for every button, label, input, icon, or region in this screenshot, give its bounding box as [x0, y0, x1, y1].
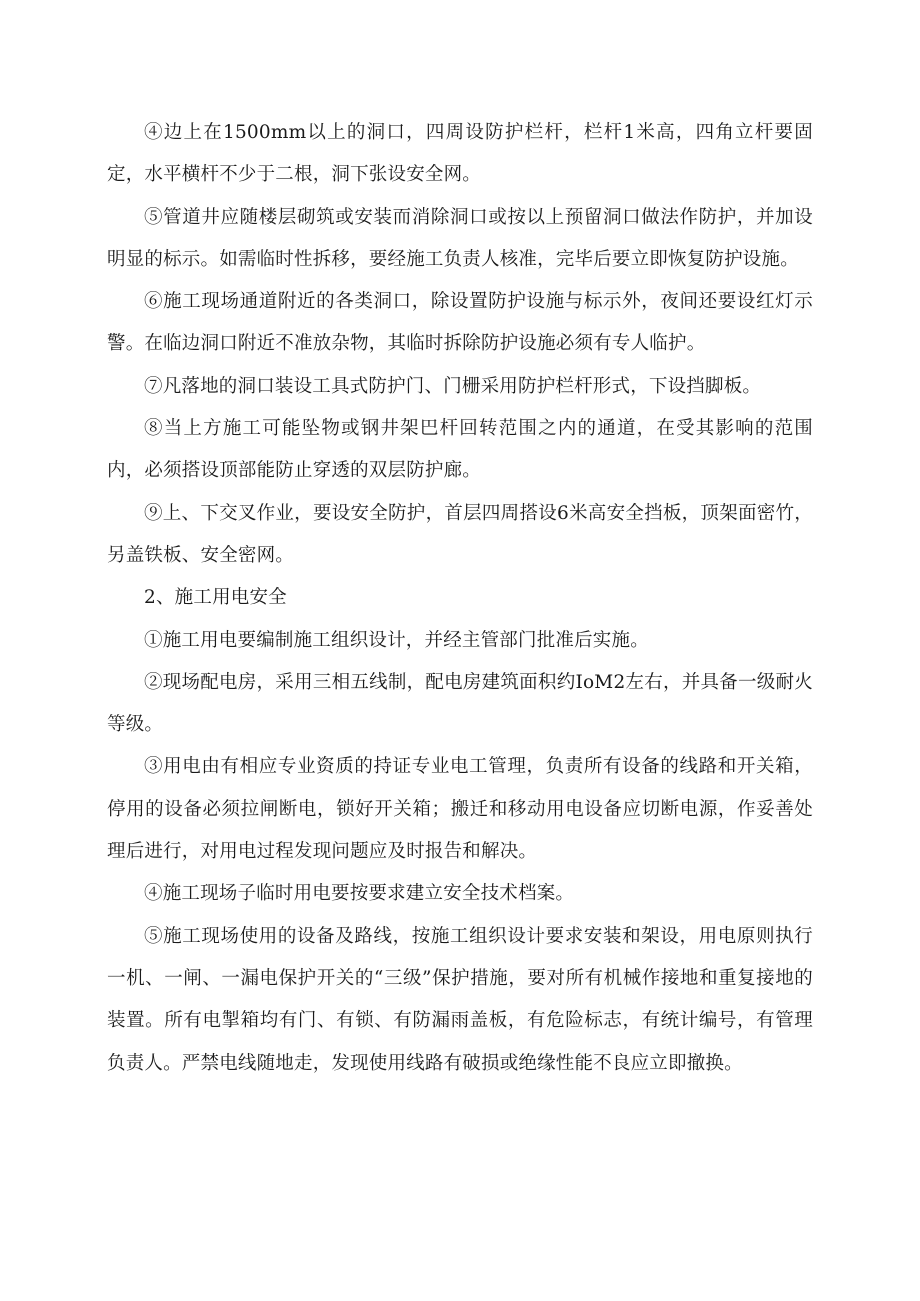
document-body [107, 112, 813, 1085]
paragraph-passage-hole-warning: ⑥施工现场通道附近的各类洞口，除设置防护设施与标示外，夜间还要设红灯示警。在临边洞口附近不准放杂物，其临时拆除防护设施必须有专人临护。 [107, 291, 813, 355]
paragraph-floor-hole-door: ⑦凡落地的洞口装设工具式防护门、门栅采用防护栏杆形式，下设挡脚板。 [144, 375, 762, 397]
paragraph-electrician-management: ③用电由有相应专业资质的持证专业电工管理，负责所有设备的线路和开关箱，停用的设备必须拉闸断电，锁好开关箱；搬迁和移动用电设备应切断电源，作妥善处理后进行，对用电过程发现问题应及时报告和解决。 [107, 756, 813, 863]
paragraph-equipment-wiring: ⑤施工现场使用的设备及路线，按施工组织设计要求安装和架设，用电原则执行一机、一闸、一漏电保护开关的“三级”保护措施，要对所有机械作接地和重复接地的装置。所有电掣箱均有门、有锁、有防漏雨盖板，有危险标志，有统计编号，有管理负责人。严禁电线随地走，发现使用线路有破损或绝缘性能不良应立即撤换。 [107, 925, 813, 1074]
paragraph-hole-edge-railing: ④边上在1500mm以上的洞口，四周设防护栏杆，栏杆1米高，四角立杆要固定，水平横杆不少于二根，洞下张设安全网。 [107, 122, 813, 186]
paragraph-power-distribution-room: ②现场配电房，采用三相五线制，配电房建筑面积约IoM2左右，并具备一级耐火等级。 [107, 671, 813, 736]
paragraph-electrical-design: ①施工用电要编制施工组织设计，并经主管部门批准后实施。 [144, 629, 649, 651]
section-heading-electrical-safety: 2、施工用电安全 [144, 587, 287, 609]
paragraph-technical-archive: ④施工现场子临时用电要按要求建立安全技术档案。 [144, 883, 575, 905]
paragraph-cross-work-protection: ⑨上、下交叉作业，要设安全防护，首层四周搭设6米高安全挡板，顶架面密竹，另盖铁板、安全密网。 [107, 502, 813, 566]
paragraph-pipe-shaft-protection: ⑤管道井应随楼层砌筑或安装而消除洞口或按以上预留洞口做法作防护，并加设明显的标示。如需临时性拆移，要经施工负责人核准，完毕后要立即恢复防护设施。 [107, 206, 813, 270]
paragraph-falling-object-corridor: ⑧当上方施工可能坠物或钢井架巴杆回转范围之内的通道，在受其影响的范围内，必须搭设顶部能防止穿透的双层防护廊。 [107, 418, 813, 482]
